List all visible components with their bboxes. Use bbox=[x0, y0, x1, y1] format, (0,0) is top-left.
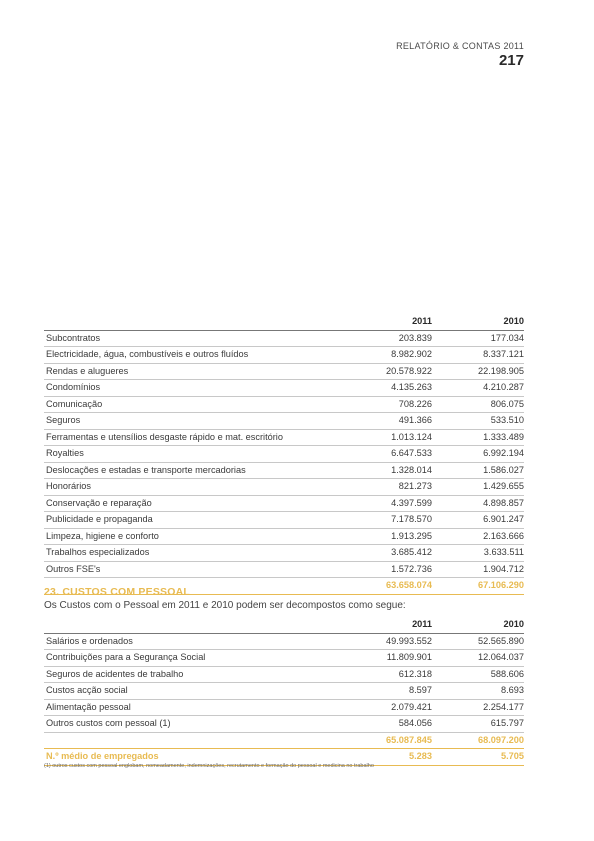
table-row bbox=[44, 347, 524, 364]
footnote: (1) outros custos com pessoal englobam, nomeadamente, indemnizações, recrutamento e formação do pessoal e medicina no trabalho bbox=[44, 763, 374, 769]
total-2010: 67.106.290 bbox=[432, 578, 524, 595]
row-label: Custos acção social bbox=[44, 683, 342, 700]
value-2011: 821.273 bbox=[342, 479, 432, 496]
value-2010: 1.586.027 bbox=[432, 462, 524, 479]
total-2010: 68.097.200 bbox=[432, 732, 524, 749]
row-label: Comunicação bbox=[44, 396, 342, 413]
page-header-title: RELATÓRIO & CONTAS 2011 bbox=[396, 41, 524, 51]
average-employees-2011: 5.283 bbox=[342, 749, 432, 766]
value-2011: 6.647.533 bbox=[342, 446, 432, 463]
value-2011: 1.913.295 bbox=[342, 528, 432, 545]
row-label: Seguros bbox=[44, 413, 342, 430]
row-label: Seguros de acidentes de trabalho bbox=[44, 666, 342, 683]
column-header-2011: 2011 bbox=[342, 314, 432, 330]
row-label: Condomínios bbox=[44, 380, 342, 397]
table-row bbox=[44, 429, 524, 446]
row-label: Ferramentas e utensílios desgaste rápido e mat. escritório bbox=[44, 429, 342, 446]
column-header-2010: 2010 bbox=[432, 314, 524, 330]
table-row bbox=[44, 528, 524, 545]
row-label: Outros FSE's bbox=[44, 561, 342, 578]
row-label: Contribuições para a Segurança Social bbox=[44, 650, 342, 667]
total-2011: 65.087.845 bbox=[342, 732, 432, 749]
table-row bbox=[44, 699, 524, 716]
value-2010: 3.633.511 bbox=[432, 545, 524, 562]
column-header-2011: 2011 bbox=[342, 617, 432, 633]
value-2011: 3.685.412 bbox=[342, 545, 432, 562]
value-2011: 4.135.263 bbox=[342, 380, 432, 397]
value-2011: 8.597 bbox=[342, 683, 432, 700]
average-employees-2010: 5.705 bbox=[432, 749, 524, 766]
table-header-row bbox=[44, 617, 524, 633]
fse-table bbox=[44, 314, 524, 595]
table-row bbox=[44, 479, 524, 496]
value-2010: 1.429.655 bbox=[432, 479, 524, 496]
value-2011: 1.572.736 bbox=[342, 561, 432, 578]
value-2010: 4.210.287 bbox=[432, 380, 524, 397]
row-label: Rendas e alugueres bbox=[44, 363, 342, 380]
row-label: Salários e ordenados bbox=[44, 633, 342, 650]
value-2010: 12.064.037 bbox=[432, 650, 524, 667]
section-intro: Os Custos com o Pessoal em 2011 e 2010 podem ser decompostos como segue: bbox=[44, 600, 406, 611]
value-2011: 8.982.902 bbox=[342, 347, 432, 364]
page-number: 217 bbox=[498, 52, 524, 69]
value-2010: 2.254.177 bbox=[432, 699, 524, 716]
value-2010: 615.797 bbox=[432, 716, 524, 733]
row-label: Publicidade e propaganda bbox=[44, 512, 342, 529]
value-2011: 491.366 bbox=[342, 413, 432, 430]
value-2010: 1.333.489 bbox=[432, 429, 524, 446]
value-2010: 22.198.905 bbox=[432, 363, 524, 380]
header-label-cell bbox=[44, 617, 342, 633]
row-label: Conservação e reparação bbox=[44, 495, 342, 512]
table-row bbox=[44, 716, 524, 733]
value-2010: 8.337.121 bbox=[432, 347, 524, 364]
value-2011: 49.993.552 bbox=[342, 633, 432, 650]
row-label: Royalties bbox=[44, 446, 342, 463]
value-2010: 2.163.666 bbox=[432, 528, 524, 545]
row-label: Limpeza, higiene e conforto bbox=[44, 528, 342, 545]
average-employees-label: N.º médio de empregados bbox=[44, 749, 342, 766]
table-row bbox=[44, 380, 524, 397]
table-row bbox=[44, 683, 524, 700]
table-row bbox=[44, 545, 524, 562]
row-label: Honorários bbox=[44, 479, 342, 496]
value-2010: 806.075 bbox=[432, 396, 524, 413]
value-2011: 2.079.421 bbox=[342, 699, 432, 716]
value-2011: 708.226 bbox=[342, 396, 432, 413]
row-label: Trabalhos especializados bbox=[44, 545, 342, 562]
table-row bbox=[44, 446, 524, 463]
total-2011: 63.658.074 bbox=[342, 578, 432, 595]
staff-costs-table bbox=[44, 617, 524, 766]
value-2011: 1.013.124 bbox=[342, 429, 432, 446]
value-2010: 6.992.194 bbox=[432, 446, 524, 463]
row-label: Electricidade, água, combustíveis e outros fluídos bbox=[44, 347, 342, 364]
value-2011: 203.839 bbox=[342, 330, 432, 347]
value-2011: 612.318 bbox=[342, 666, 432, 683]
total-row bbox=[44, 732, 524, 749]
table-row bbox=[44, 413, 524, 430]
table-row bbox=[44, 495, 524, 512]
value-2010: 8.693 bbox=[432, 683, 524, 700]
section-title: 23. CUSTOS COM PESSOAL bbox=[44, 586, 190, 598]
value-2010: 4.898.857 bbox=[432, 495, 524, 512]
row-label: Deslocações e estadas e transporte mercadorias bbox=[44, 462, 342, 479]
table-header-row bbox=[44, 314, 524, 330]
column-header-2010: 2010 bbox=[432, 617, 524, 633]
value-2011: 11.809.901 bbox=[342, 650, 432, 667]
row-label: Subcontratos bbox=[44, 330, 342, 347]
value-2010: 588.606 bbox=[432, 666, 524, 683]
table-row bbox=[44, 363, 524, 380]
row-label: Alimentação pessoal bbox=[44, 699, 342, 716]
total-label-cell bbox=[44, 732, 342, 749]
table-row bbox=[44, 462, 524, 479]
table-row bbox=[44, 396, 524, 413]
table-row bbox=[44, 666, 524, 683]
value-2011: 584.056 bbox=[342, 716, 432, 733]
value-2010: 533.510 bbox=[432, 413, 524, 430]
row-label: Outros custos com pessoal (1) bbox=[44, 716, 342, 733]
value-2011: 1.328.014 bbox=[342, 462, 432, 479]
table-row bbox=[44, 561, 524, 578]
value-2010: 6.901.247 bbox=[432, 512, 524, 529]
value-2010: 52.565.890 bbox=[432, 633, 524, 650]
table-row bbox=[44, 633, 524, 650]
value-2011: 4.397.599 bbox=[342, 495, 432, 512]
table-row bbox=[44, 330, 524, 347]
table-row bbox=[44, 512, 524, 529]
value-2011: 20.578.922 bbox=[342, 363, 432, 380]
header-label-cell bbox=[44, 314, 342, 330]
value-2010: 1.904.712 bbox=[432, 561, 524, 578]
table-row bbox=[44, 650, 524, 667]
value-2011: 7.178.570 bbox=[342, 512, 432, 529]
value-2010: 177.034 bbox=[432, 330, 524, 347]
